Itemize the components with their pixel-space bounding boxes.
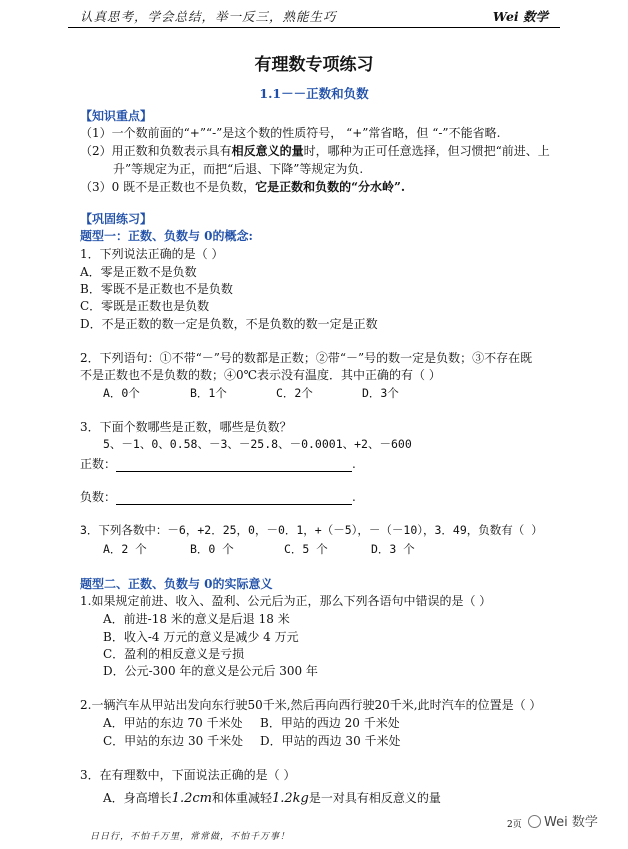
watermark-text: Wei 数学 — [544, 815, 598, 830]
q5-option-b: B．收入-4 万元的意义是减少 4 万元 — [103, 630, 299, 644]
q5-option-a: A．前进-18 米的意义是后退 18 米 — [103, 612, 290, 626]
q6-stem: 2.一辆汽车从甲站出发向东行驶50千米,然后再向西行驶20千米,此时汽车的位置是（ ） — [80, 698, 542, 712]
q3-negative-blank[interactable] — [116, 492, 352, 505]
wechat-icon — [528, 815, 541, 828]
q6-option-d: D．甲站的西边 30 千米处 — [260, 734, 401, 748]
q5-option-c: C．盈利的相反意义是亏损 — [103, 647, 245, 661]
q4-stem: 3．下列各数中：－6，+2．25，0，－0．1，+（－5），－（－10），3．49，负数有（ ） — [80, 523, 543, 537]
q3-positive-label: 正数： — [80, 457, 117, 471]
q2-option-c: C．2个 — [276, 386, 313, 400]
knowledge-point-3 — [80, 178, 405, 195]
q6-option-c: C．甲站的东边 30 千米处 — [103, 734, 244, 748]
type2-heading: 题型二、正数、负数与 0的实际意义 — [80, 577, 273, 591]
type1-heading: 题型一：正数、负数与 0的概念: — [80, 229, 253, 243]
q3-positive-blank[interactable] — [116, 459, 352, 472]
practice-heading: 【巩固练习】 — [80, 212, 153, 226]
section-subtitle: 1.1－－正数和负数 — [259, 86, 369, 101]
q3-positive-end: . — [352, 457, 356, 471]
knowledge-point-2-pre: （2）用正数和负数表示具有 — [80, 144, 232, 158]
q3-positive-row — [80, 455, 356, 472]
q5-option-d: D．公元-300 年的意义是公元后 300 年 — [103, 664, 318, 678]
q2-option-a: A．0个 — [103, 386, 140, 400]
knowledge-point-2-cont: 升”等规定为正，而把“后退、下降”等规定为负. — [113, 162, 364, 176]
watermark — [528, 811, 598, 830]
q7-stem: 3．在有理数中，下面说法正确的是（ ） — [80, 768, 296, 782]
q7-value-2: 1.2kg — [271, 791, 309, 806]
q2-option-d: D．3个 — [362, 386, 399, 400]
footer-motto: 日日行，不怕千万里，常常做，不怕千万事！ — [90, 832, 291, 842]
q6-option-a: A．甲站的东边 70 千米处 — [103, 716, 243, 730]
q1-option-a: A．零是正数不是负数 — [80, 265, 197, 279]
header-motto: 认真思考，学会总结，举一反三，熟能生巧 — [80, 9, 337, 24]
page-title: 有理数专项练习 — [254, 55, 374, 75]
q1-option-d: D．不是正数的数一定是负数，不是负数的数一定是正数 — [80, 317, 378, 331]
knowledge-point-3-pre: （3）0 既不是正数也不是负数， — [80, 180, 256, 194]
q2-option-b: B．1个 — [190, 386, 227, 400]
q3-negative-row — [80, 488, 356, 505]
q7-option-a — [103, 789, 441, 806]
knowledge-point-2 — [80, 142, 550, 159]
q6-option-b: B．甲站的西边 20 千米处 — [260, 716, 400, 730]
q1-option-b: B．零既不是正数也不是负数 — [80, 282, 233, 296]
q4-option-a: A．2 个 — [103, 542, 147, 556]
knowledge-heading: 【知识重点】 — [80, 109, 153, 123]
knowledge-point-2-post: 时，哪种为正可任意选择，但习惯把“前进、上 — [303, 144, 550, 158]
q7-option-a-mid: 和体重减轻 — [211, 791, 272, 805]
q5-stem: 1.如果规定前进、收入、盈利、公元后为正，那么下列各语句中错误的是（ ） — [80, 594, 492, 608]
q2-stem-line1: 2．下列语句：①不带“－”号的数都是正数；②带“－”号的数一定是负数；③不存在既 — [80, 351, 533, 365]
page-number: 2页 — [507, 820, 522, 830]
q3-stem: 3．下面个数哪些是正数，哪些是负数？ — [80, 420, 292, 434]
header-brand: Wei 数学 — [492, 9, 548, 24]
q2-stem-line2: 不是正数也不是负数的数；④0℃表示没有温度．其中正确的有（ ） — [80, 368, 441, 382]
q4-option-c: C．5 个 — [284, 542, 328, 556]
q7-option-a-post: 是一对具有相反意义的量 — [308, 791, 441, 805]
q1-stem: 1．下列说法正确的是（ ） — [80, 247, 224, 261]
q7-option-a-pre: A．身高增长 — [103, 791, 172, 805]
q3-negative-label: 负数： — [80, 490, 117, 504]
knowledge-point-2-bold: 相反意义的量 — [231, 144, 304, 158]
q7-value-1: 1.2cm — [171, 791, 212, 806]
knowledge-point-1: （1）一个数前面的“+”“-”是这个数的性质符号， “+”常省略，但 “-”不能省略. — [80, 126, 501, 140]
q4-option-d: D．3 个 — [371, 542, 415, 556]
knowledge-point-3-bold: 它是正数和负数的“分水岭”. — [255, 180, 406, 194]
q3-numbers: 5、－1、0、0.58、－3、－25.8、－0.0001、+2、－600 — [103, 437, 412, 451]
q3-negative-end: . — [352, 490, 356, 504]
q4-option-b: B．0 个 — [190, 542, 234, 556]
header-divider — [68, 27, 560, 28]
q1-option-c: C．零既是正数也是负数 — [80, 299, 210, 313]
